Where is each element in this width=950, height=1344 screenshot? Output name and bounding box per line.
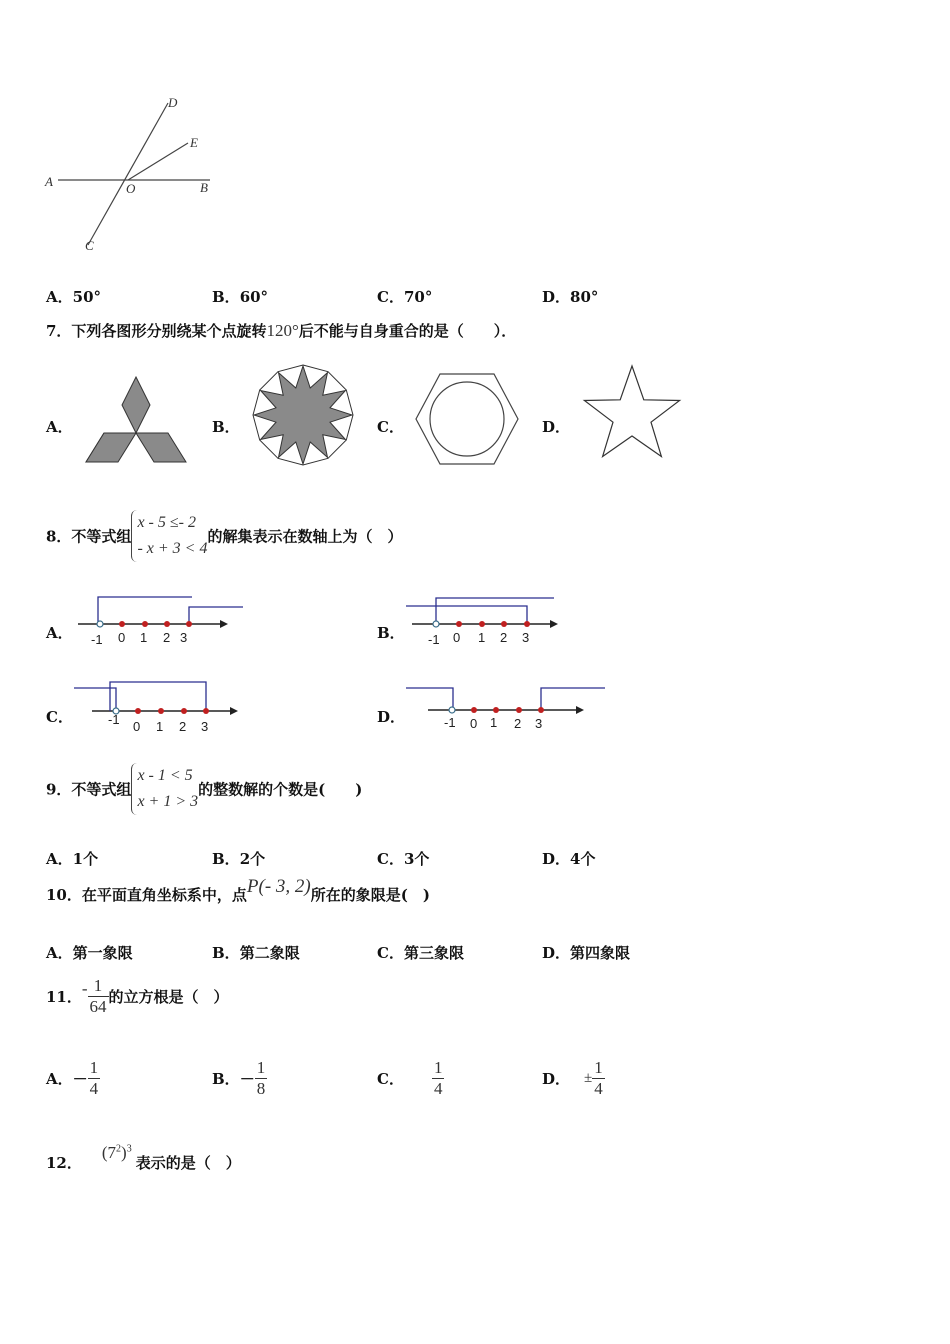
q10-option-b: B．第二象限 bbox=[212, 944, 300, 962]
label-e: E bbox=[190, 135, 198, 150]
tick-label: 2 bbox=[514, 716, 522, 731]
number-line-d bbox=[400, 676, 610, 738]
tick-label: -1 bbox=[91, 632, 103, 647]
tick-label: 0 bbox=[470, 716, 478, 731]
three-diamonds-figure bbox=[84, 375, 188, 465]
q11-option-d: D． ± $\frac{1}{4}$ bbox=[542, 1058, 603, 1098]
q6-option-b: B．60° bbox=[212, 288, 269, 306]
tick-label: -1 bbox=[428, 632, 440, 647]
tick-label: 0 bbox=[133, 719, 141, 734]
q10-option-c: C．第三象限 bbox=[377, 944, 464, 962]
q7-option-d-label: D． bbox=[542, 418, 571, 436]
tick-label: 2 bbox=[163, 630, 171, 645]
q10-option-d: D．第四象限 bbox=[542, 944, 631, 962]
label-o: O bbox=[126, 181, 136, 196]
q11-fraction: $\frac{1}{64}$ bbox=[89, 976, 107, 1016]
q11-option-b: B．－ $\frac{1}{8}$ bbox=[212, 1058, 266, 1098]
q9-option-a: A．1个 bbox=[46, 850, 99, 868]
tick-label: 0 bbox=[453, 630, 461, 645]
star-dodecagon-figure bbox=[248, 360, 358, 470]
q10-stem: 10．在平面直角坐标系中，点P(- 3, 2)所在的象限是( ) bbox=[46, 876, 430, 904]
q7-option-b-label: B． bbox=[212, 418, 240, 436]
tick-label: 2 bbox=[179, 719, 187, 734]
q8-option-c-label: C． bbox=[46, 708, 73, 726]
q11-option-a: A．－ $\frac{1}{4}$ bbox=[46, 1058, 99, 1098]
q6-option-c: C．70° bbox=[377, 288, 433, 306]
q8-stem: 8．不等式组 x - 5 ≤- 2 - x + 3 < 4 的解集表示在数轴上为（ ） bbox=[46, 510, 403, 562]
tick-label: 0 bbox=[118, 630, 126, 645]
q9-option-d: D．4个 bbox=[542, 850, 596, 868]
tick-label: 3 bbox=[180, 630, 188, 645]
q8-option-b-label: B． bbox=[377, 624, 405, 642]
q9-option-c: C．3个 bbox=[377, 850, 430, 868]
q9-stem: 9．不等式组 x - 1 < 5 x + 1 > 3 的整数解的个数是( ) bbox=[46, 763, 362, 815]
number-line-b bbox=[400, 590, 580, 650]
q8-option-d-label: D． bbox=[377, 708, 406, 726]
q6-option-a: A．50° bbox=[46, 288, 102, 306]
q7-option-a-label: A． bbox=[46, 418, 73, 436]
tick-label: 1 bbox=[156, 719, 164, 734]
q9-option-b: B．2个 bbox=[212, 850, 266, 868]
hexagon-circle-figure bbox=[414, 372, 520, 466]
q7-option-c-label: C． bbox=[377, 418, 404, 436]
label-c: C bbox=[85, 238, 94, 253]
tick-label: 2 bbox=[500, 630, 508, 645]
q6-option-d: D．80° bbox=[542, 288, 599, 306]
q11-stem: 11．- $\frac{1}{64}$ 的立方根是（ ） bbox=[46, 976, 229, 1016]
label-d: D bbox=[168, 95, 178, 110]
five-point-star-figure bbox=[580, 364, 684, 466]
angle-figure bbox=[40, 95, 240, 260]
number-line-a bbox=[70, 590, 250, 650]
tick-label: 1 bbox=[478, 630, 486, 645]
tick-label: 1 bbox=[140, 630, 148, 645]
tick-label: 1 bbox=[490, 715, 498, 730]
q8-option-a-label: A． bbox=[46, 624, 73, 642]
tick-label: 3 bbox=[522, 630, 530, 645]
number-line-c bbox=[70, 676, 250, 738]
q11-option-c: C． $\frac{1}{4}$ bbox=[377, 1058, 443, 1098]
tick-label: -1 bbox=[444, 715, 456, 730]
q10-option-a: A．第一象限 bbox=[46, 944, 133, 962]
tick-label: 3 bbox=[201, 719, 209, 734]
label-b: B bbox=[200, 180, 208, 195]
q7-stem: 7．下列各图形分别绕某个点旋转120°后不能与自身重合的是（ ）． bbox=[46, 321, 517, 340]
q12-stem: 12．$(7^2)^3$表示的是（ ） bbox=[46, 1143, 241, 1172]
tick-label: 3 bbox=[535, 716, 543, 731]
label-a: A bbox=[45, 174, 53, 189]
tick-label: -1 bbox=[108, 712, 120, 727]
